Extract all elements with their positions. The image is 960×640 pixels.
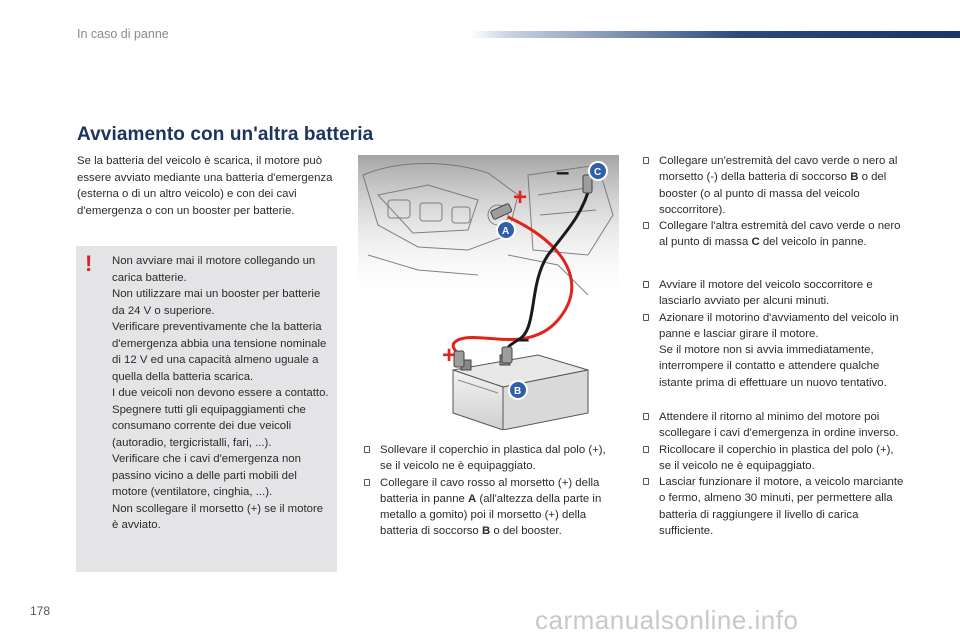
engine-bay (358, 155, 619, 305)
badge-b: B (514, 386, 522, 397)
step-item (643, 442, 905, 475)
step-ref: B (481, 525, 491, 538)
warning-line: Non scollegare il morsetto (+) se il motore è avviato. (112, 502, 324, 531)
steps-right-2 (643, 277, 905, 391)
checkbox-bullet-icon (643, 314, 649, 321)
step-text: Se il motore non si avvia immediatamente, interrompere il contatto e attendere qualche istante prima di effettuare un nuovo tentativo. (659, 344, 887, 389)
step-text: o del booster. (490, 525, 562, 538)
step-text: Collegare il cavo rosso al morsetto (+) della batteria in panne (380, 476, 600, 505)
step-text: Lasciar funzionare il motore, a veicolo marciante o fermo, almeno 30 minuti, per permettere alla batteria di raggiungere il livello di carica sufficiente. (659, 476, 904, 538)
plus-sign-bottom: + (442, 342, 457, 369)
jump-start-illustration (358, 155, 619, 430)
step-text: Azionare il motorino d'avviamento del veicolo in panne e lasciar girare il motore. (659, 311, 899, 340)
step-text: Collegare un'estremità del cavo verde o nero al morsetto (-) della batteria di soccorso (659, 155, 898, 184)
step-item (364, 442, 619, 475)
warning-list (112, 253, 332, 534)
step-item (643, 218, 905, 251)
badge-c: C (594, 167, 602, 178)
badge-a: A (502, 226, 510, 237)
step-item (643, 153, 905, 218)
step-text: del veicolo in panne. (759, 236, 867, 249)
minus-sign-bottom: – (516, 326, 530, 353)
step-ref: B (850, 171, 859, 184)
section-title: Avviamento con un'altra batteria (77, 124, 374, 145)
step-item (643, 474, 905, 539)
warning-line: Verificare che i cavi d'emergenza non passino vicino a delle parti mobili del motore (ventilatore, cinghia, ...). (112, 453, 301, 498)
header-bar (470, 31, 960, 38)
watermark: carmanualsonline.info (535, 605, 799, 635)
warning-line: I due veicoli non devono essere a contatto. (112, 387, 329, 399)
steps-middle (364, 442, 619, 540)
checkbox-bullet-icon (643, 413, 649, 420)
plus-sign-top: + (513, 184, 528, 211)
step-item (643, 277, 905, 310)
step-ref: A (468, 492, 477, 505)
black-clamp-bottom (502, 347, 512, 363)
step-text: (all'altezza della parte in metallo a gomito) poi il morsetto (+) della batteria di soccorso (380, 492, 602, 538)
minus-sign-top: – (556, 159, 570, 186)
step-item (643, 310, 905, 343)
step-text: Ricollocare il coperchio in plastica del polo (+), se il veicolo ne è equipaggiato. (659, 443, 894, 472)
checkbox-bullet-icon (364, 479, 370, 486)
checkbox-bullet-icon (364, 446, 370, 453)
step-item (364, 475, 619, 540)
step-ref: C (751, 236, 760, 249)
page-number: 178 (30, 604, 51, 618)
intro-paragraph: Se la batteria del veicolo è scarica, il motore può essere avviato mediante una batteria d'emergenza (esterna o di un altro veicolo) e con dei cavi d'emergenza o con un booster per batterie. (77, 155, 333, 217)
steps-right-1 (643, 153, 905, 251)
step-text: Sollevare il coperchio in plastica dal polo (+), se il veicolo ne è equipaggiato. (380, 444, 606, 473)
checkbox-bullet-icon (643, 281, 649, 288)
step-text: Avviare il motore del veicolo soccorritore e lasciarlo avviato per alcuni minuti. (659, 279, 873, 308)
chapter-title: In caso di panne (77, 27, 169, 41)
warning-icon: ! (85, 251, 93, 276)
step-text: Attendere il ritorno al minimo del motore poi scollegare i cavi d'emergenza in ordine inverso. (659, 411, 899, 440)
warning-line: Non avviare mai il motore collegando un carica batterie. (112, 255, 316, 284)
warning-line: Verificare preventivamente che la batteria d'emergenza abbia una tensione nominale di 12 V ed una capacità almeno uguale a quella della batteria scarica. (112, 321, 327, 383)
step-item (643, 409, 905, 442)
checkbox-bullet-icon (643, 222, 649, 229)
step-text: o del booster (o al punto di massa del veicolo soccorritore). (659, 171, 887, 216)
step-continuation (643, 342, 905, 391)
checkbox-bullet-icon (643, 446, 649, 453)
steps-right-3 (643, 409, 905, 539)
checkbox-bullet-icon (643, 478, 649, 485)
warning-line: Non utilizzare mai un booster per batterie da 24 V o superiore. (112, 288, 321, 317)
step-text: Collegare l'altra estremità del cavo verde o nero al punto di massa (659, 220, 901, 249)
checkbox-bullet-icon (643, 157, 649, 164)
warning-line: Spegnere tutti gli equipaggiamenti che consumano corrente dei due veicoli (autoradio, tergicristalli, fari, ...). (112, 403, 306, 449)
